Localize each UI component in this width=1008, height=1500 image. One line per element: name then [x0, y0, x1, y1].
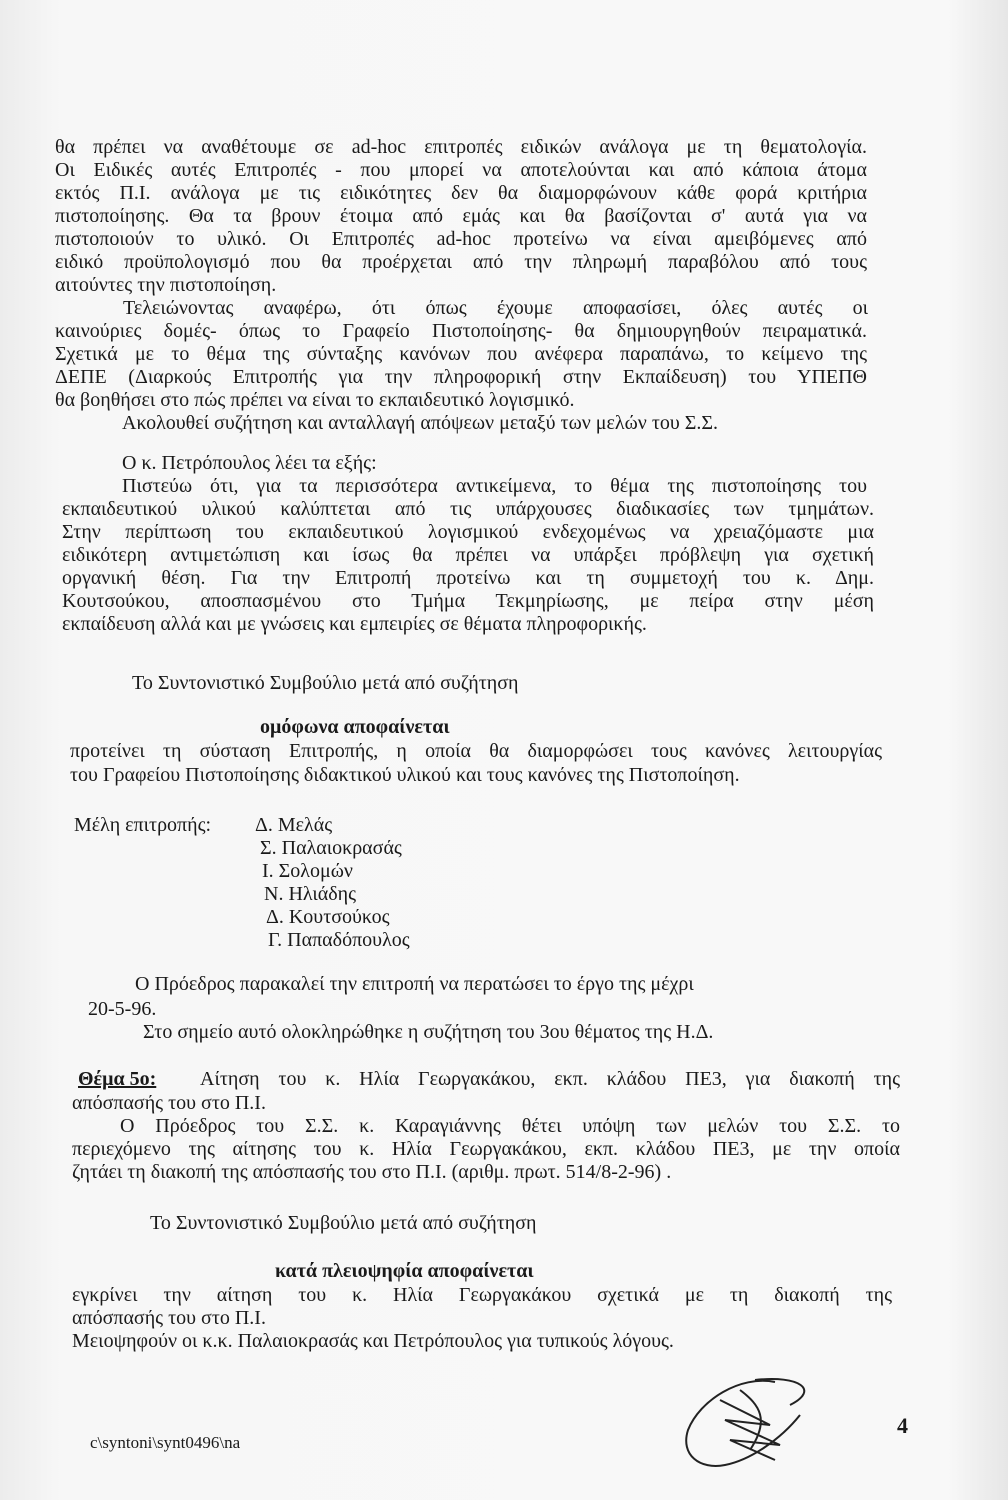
text-line: Μειοψηφούν οι κ.κ. Παλαιοκρασάς και Πετρόπουλος για τυπικούς λόγους.: [72, 1330, 674, 1352]
decision-intro: Το Συντονιστικό Συμβούλιο μετά από συζήτηση: [132, 672, 519, 694]
decision-verdict: κατά πλειοψηφία αποφαίνεται: [275, 1260, 534, 1282]
text-line: ειδικότερη αντιμετώπιση και ίσως θα πρέπει να υπάρξει πρόβλεψη για σχετική: [62, 544, 874, 566]
text-line: εκπαίδευση αλλά και με γνώσεις και εμπειρίες σε θέματα πληροφορικής.: [62, 613, 647, 635]
text-line: Κουτσούκου, αποσπασμένου στο Τμήμα Τεκμηρίωσης, με πείρα στην μέση: [62, 590, 874, 612]
text-line: απόσπασής του στο Π.Ι.: [72, 1092, 266, 1114]
text-line: καινούριες δομές- όπως το Γραφείο Πιστοποίησης- θα δημιουργηθούν πειραματικά.: [55, 320, 867, 342]
text-line: Ο Πρόεδρος παρακαλεί την επιτροπή να περατώσει το έργο της μέχρι: [135, 973, 694, 995]
member-name: Δ. Μελάς: [255, 814, 333, 836]
decision-verdict: ομόφωνα αποφαίνεται: [260, 716, 450, 738]
text-line: Πιστεύω ότι, για τα περισσότερα αντικείμενα, το θέμα της πιστοποίησης του: [122, 475, 867, 497]
text-line: ΔΕΠΕ (Διαρκούς Επιτροπής για την πληροφορική στην Εκπαίδευση) του ΥΠΕΠΘ: [55, 366, 867, 388]
text-line: απόσπασής του στο Π.Ι.: [72, 1307, 266, 1329]
text-line: Ο Πρόεδρος του Σ.Σ. κ. Καραγιάννης θέτει υπόψη των μελών του Σ.Σ. το: [120, 1115, 900, 1137]
text-line: εκτός Π.Ι. ανάλογα με τις ειδικότητες δεν θα διαμορφώνουν κάθε φορά κριτήρια: [55, 182, 867, 204]
text-line: θα βοηθήσει στο πώς πρέπει να είναι το εκπαιδευτικό λογισμικό.: [55, 389, 575, 411]
text-line: οργανική θέση. Για την Επιτροπή προτείνω και τη συμμετοχή του κ. Δημ.: [62, 567, 874, 589]
text-line: αιτούντες την πιστοποίηση.: [55, 274, 277, 296]
text-line: ειδικό προϋπολογισμό που θα προέρχεται από την πληρωμή παραβόλου από τους: [55, 251, 867, 273]
page-number: 4: [897, 1413, 908, 1438]
text-line: 20-5-96.: [88, 998, 157, 1020]
text-line: πιστοποίησης. Θα τα βρουν έτοιμα από εμάς και θα βασίζονται σ' αυτά για να: [55, 205, 867, 227]
decision-intro: Το Συντονιστικό Συμβούλιο μετά από συζήτηση: [150, 1212, 537, 1234]
text-line: πιστοποιούν το υλικό. Οι Επιτροπές ad-hoc προτείνω να είναι αμειβόμενες από: [55, 228, 867, 250]
text-line: ζητάει τη διακοπή της απόσπασής του στο Π.Ι. (αριθμ. πρωτ. 514/8-2-96) .: [72, 1161, 672, 1183]
member-name: Ι. Σολομών: [262, 860, 353, 882]
text-line: Στο σημείο αυτό ολοκληρώθηκε η συζήτηση του 3ου θέματος της Η.Δ.: [143, 1021, 714, 1043]
text-line: Οι Ειδικές αυτές Επιτροπές - που μπορεί να αποτελούνται και από κάποια άτομα: [55, 159, 867, 181]
text-line: Σχετικά με το θέμα της σύνταξης κανόνων που ανέφερα παραπάνω, το κείμενο της: [55, 343, 867, 365]
text-line: Ακολουθεί συζήτηση και ανταλλαγή απόψεων μεταξύ των μελών του Σ.Σ.: [122, 412, 719, 434]
text-line: Ο κ. Πετρόπουλος λέει τα εξής:: [122, 452, 377, 474]
text-line: Στην περίπτωση του εκπαιδευτικού λογισμικού ενδεχομένως να χρειαζόμαστε μια: [62, 521, 874, 543]
topic-title: Αίτηση του κ. Ηλία Γεωργακάκου, εκπ. κλάδου ΠΕ3, για διακοπή της: [200, 1068, 900, 1090]
text-line: προτείνει τη σύσταση Επιτροπής, η οποία θα διαμορφώσει τους κανόνες λειτουργίας: [70, 740, 882, 762]
text-line: εκπαιδευτικού υλικού καλύπτεται από τις υπάρχουσες διαδικασίες των τμημάτων.: [62, 498, 874, 520]
member-name: Ν. Ηλιάδης: [264, 883, 357, 905]
topic-label: Θέμα 5ο:: [78, 1068, 157, 1090]
signature: [680, 1370, 830, 1480]
file-path-footer: c\syntoni\synt0496\na: [90, 1433, 241, 1452]
text-line: θα πρέπει να αναθέτουμε σε ad-hoc επιτροπές ειδικών ανάλογα με τη θεματολογία.: [55, 136, 867, 158]
text-line: Τελειώνοντας αναφέρω, ότι όπως έχουμε αποφασίσει, όλες αυτές οι: [123, 297, 868, 319]
text-line: εγκρίνει την αίτηση του κ. Ηλία Γεωργακάκου σχετικά με τη διακοπή της: [72, 1284, 892, 1306]
member-name: Γ. Παπαδόπουλος: [268, 929, 410, 951]
member-name: Δ. Κουτσούκος: [266, 906, 390, 928]
members-label: Μέλη επιτροπής:: [74, 814, 212, 836]
member-name: Σ. Παλαιοκρασάς: [260, 837, 402, 859]
text-line: περιεχόμενο της αίτησης του κ. Ηλία Γεωργακάκου, εκπ. κλάδου ΠΕ3, με την οποία: [72, 1138, 900, 1160]
text-line: του Γραφείου Πιστοποίησης διδακτικού υλικού και τους κανόνες της Πιστοποίηση.: [70, 764, 740, 786]
